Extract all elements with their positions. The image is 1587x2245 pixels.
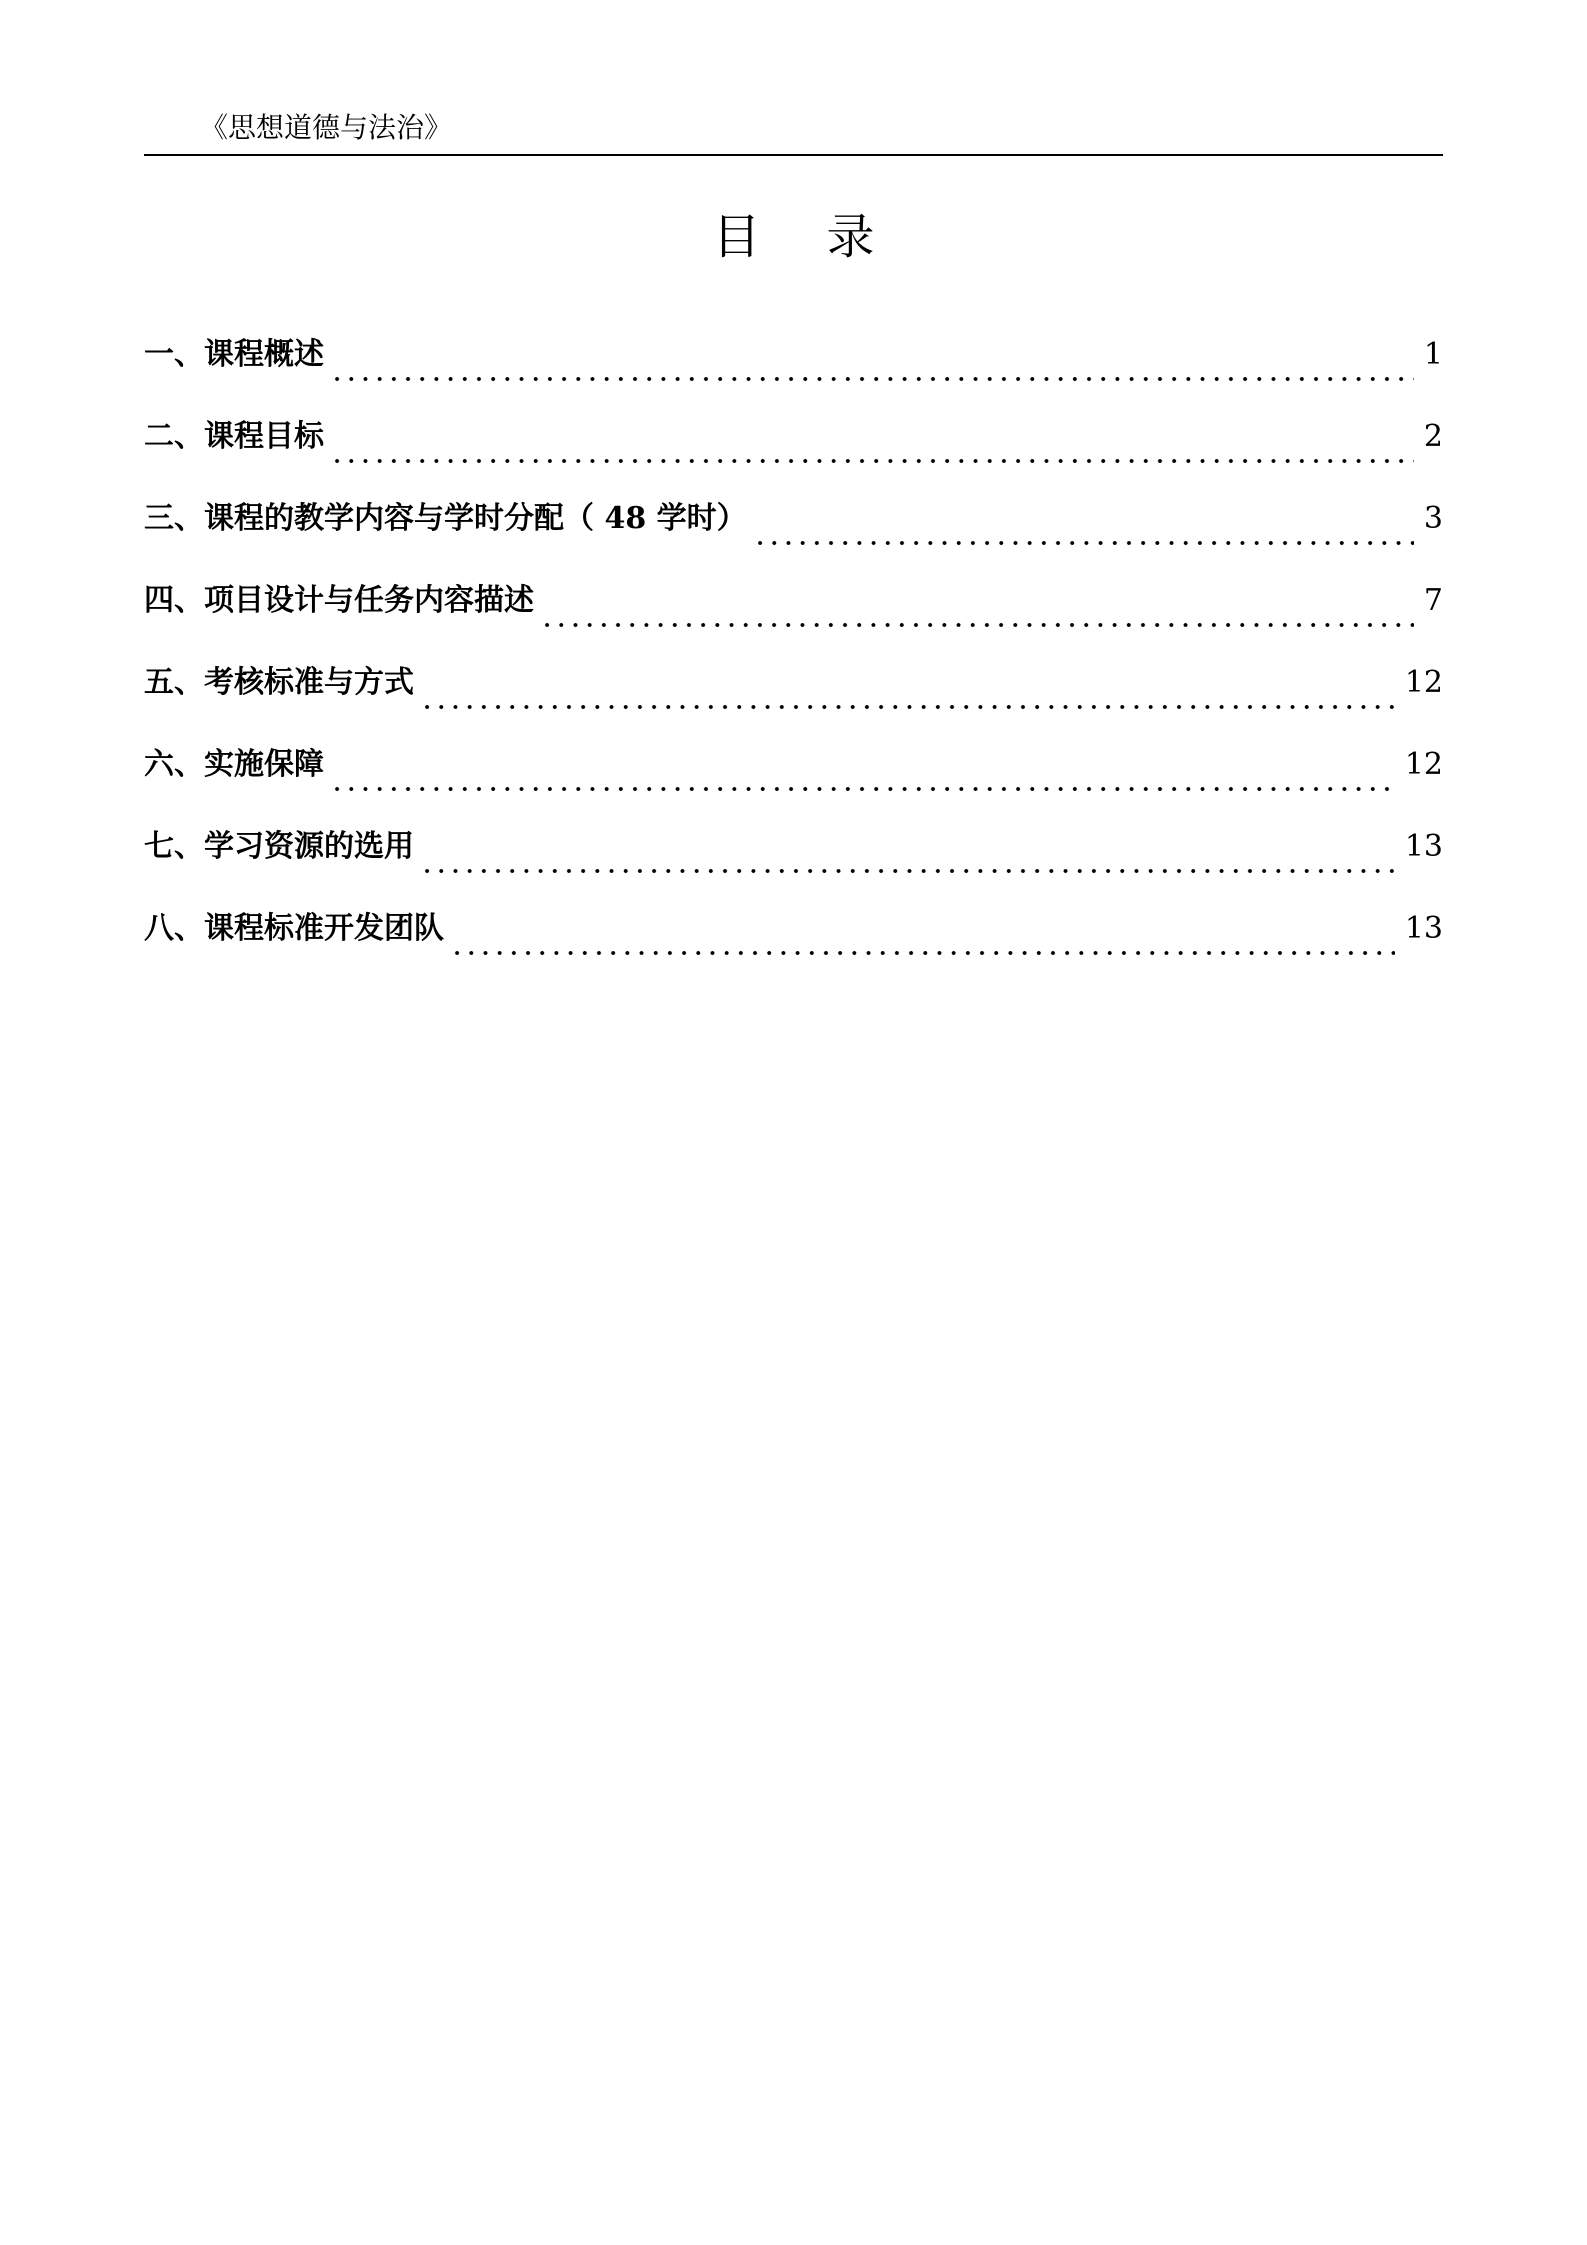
toc-entry-page: 12: [1404, 747, 1443, 782]
toc-dot-leader: [420, 867, 1395, 875]
toc-dot-leader: [450, 949, 1395, 957]
toc-dot-leader: [540, 621, 1414, 629]
running-header: [144, 108, 1443, 156]
toc-entry[interactable]: [144, 330, 1443, 412]
toc-entry-page: 13: [1404, 911, 1443, 946]
toc-entry[interactable]: [144, 412, 1443, 494]
running-header-title: 《思想道德与法治》: [200, 111, 453, 144]
toc-dot-leader: [330, 785, 1395, 793]
toc-dot-leader: [753, 539, 1414, 547]
toc-entry-page: 1: [1423, 337, 1443, 372]
toc-entry-label: 五、考核标准与方式: [144, 665, 414, 700]
toc-entry[interactable]: [144, 822, 1443, 904]
toc-entry[interactable]: [144, 576, 1443, 658]
toc-entry-label: 一、课程概述: [144, 337, 324, 372]
toc-entry-page: 7: [1423, 583, 1443, 618]
toc-entry-label: 三、课程的教学内容与学时分配（ 48 学时）: [144, 501, 747, 536]
toc-entry[interactable]: [144, 904, 1443, 986]
toc-dot-leader: [330, 375, 1414, 383]
toc-entry-label: 四、项目设计与任务内容描述: [144, 583, 534, 618]
toc-list: [144, 330, 1443, 986]
toc-entry-label: 八、课程标准开发团队: [144, 911, 444, 946]
toc-entry-label: 二、课程目标: [144, 419, 324, 454]
toc-entry-page: 12: [1404, 665, 1443, 700]
toc-entry-label: 六、实施保障: [144, 747, 324, 782]
toc-entry-page: 2: [1423, 419, 1443, 454]
toc-dot-leader: [330, 457, 1414, 465]
toc-entry-page: 13: [1404, 829, 1443, 864]
toc-title: 目录: [712, 209, 941, 265]
toc-entry-page: 3: [1423, 501, 1443, 536]
toc-entry[interactable]: [144, 658, 1443, 740]
toc-dot-leader: [420, 703, 1395, 711]
toc-entry-label: 七、学习资源的选用: [144, 829, 414, 864]
toc-entry[interactable]: [144, 740, 1443, 822]
toc-entry[interactable]: [144, 494, 1443, 576]
